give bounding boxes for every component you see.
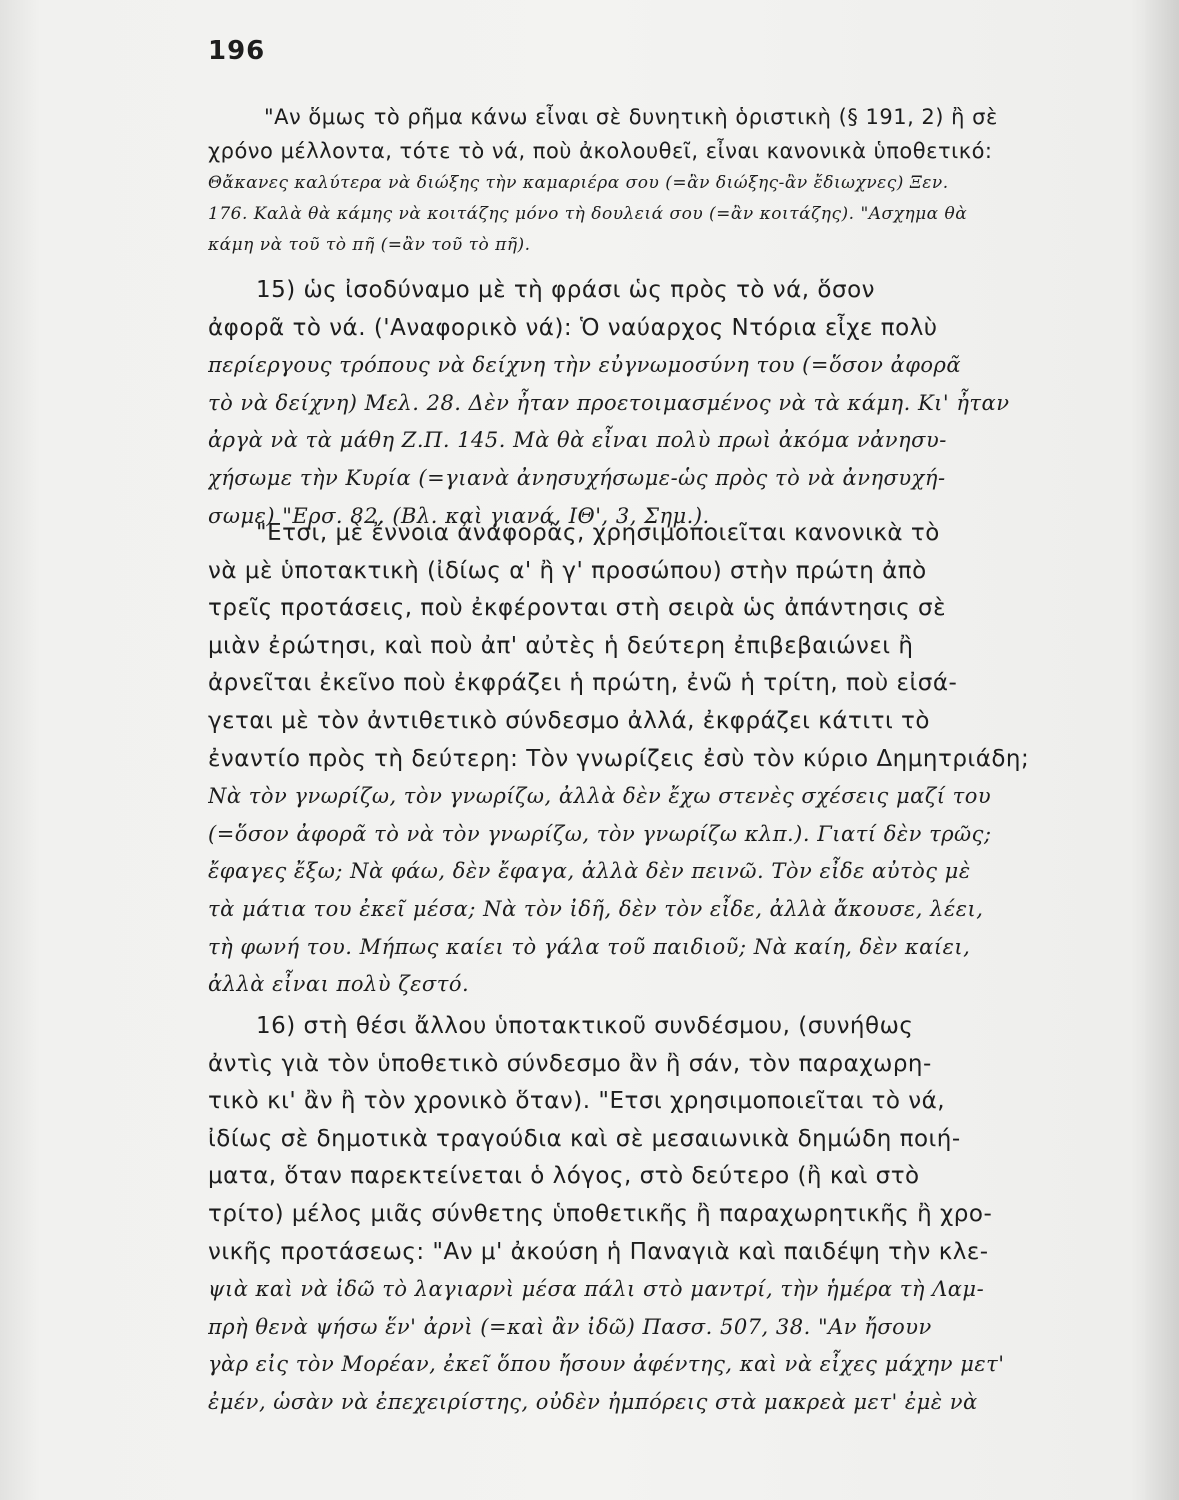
text-line: ἀλλὰ εἶναι πολὺ ζεστό. (208, 972, 470, 997)
text-line: ἐναντίο πρὸς τὴ δεύτερη: Τὸν γνωρίζεις ἐσὺ τὸν κύριο Δημητριάδη; (208, 745, 1030, 772)
text-line: ψιὰ καὶ νὰ ἰδῶ τὸ λαγιαρνὶ μέσα πάλι στὸ μαντρί, τὴν ἡμέρα τὴ Λαμ- (208, 1277, 985, 1302)
text-line: ἀρνεῖται ἐκεῖνο ποὺ ἐκφράζει ἡ πρώτη, ἐνῶ ἡ τρίτη, ποὺ εἰσά- (208, 670, 958, 697)
paragraph-3 (208, 515, 1078, 1004)
text-line: "Ετσι, μὲ ἔννοια ἀναφορᾶς, χρησιμοποιεῖται κανονικὰ τὸ (256, 520, 940, 546)
text-line: χήσωμε τὴν Κυρία (=γιανὰ ἀνησυχήσωμε-ὡς πρὸς τὸ νὰ ἀνησυχή- (208, 465, 946, 490)
text-line: γεται μὲ τὸν ἀντιθετικὸ σύνδεσμο ἀλλά, ἐκφράζει κάτιτι τὸ (208, 707, 930, 734)
text-line: τὴ φωνή του. Μήπως καίει τὸ γάλα τοῦ παιδιοῦ; Νὰ καίη, δὲν καίει, (208, 934, 971, 959)
text-line: ἰδίως σὲ δημοτικὰ τραγούδια καὶ σὲ μεσαιωνικὰ δημώδη ποιή- (208, 1125, 961, 1152)
text-line: ἀργὰ νὰ τὰ μάθη Ζ.Π. 145. Μὰ θὰ εἶναι πολὺ πρωὶ ἀκόμα νἀνησυ- (208, 428, 947, 453)
text-line: 15) ὡς ἰσοδύναμο μὲ τὴ φράσι ὡς πρὸς τὸ νά, ὅσον (256, 277, 876, 303)
text-line: νικῆς προτάσεως: "Αν μ' ἀκούση ἡ Παναγιὰ καὶ παιδέψη τὴν κλε- (208, 1238, 989, 1265)
text-line: κάμη νὰ τοῦ τὸ πῆ (=ἂν τοῦ τὸ πῆ). (208, 235, 531, 255)
text-line: Νὰ τὸν γνωρίζω, τὸν γνωρίζω, ἀλλὰ δὲν ἔχω στενὲς σχέσεις μαζί του (208, 784, 992, 809)
paragraph-4 (208, 1008, 1078, 1422)
text-line: τὰ μάτια του ἐκεῖ μέσα; Νὰ τὸν ἰδῆ, δὲν τὸν εἶδε, ἀλλὰ ἄκουσε, λέει, (208, 896, 984, 921)
page-number: 196 (208, 36, 266, 66)
text-line: ἐμέν, ὡσὰν νὰ ἐπεχειρίστης, οὐδὲν ἠμπόρεις στὰ μακρεὰ μετ' ἐμὲ νὰ (208, 1389, 978, 1414)
text-line: ἀφορᾶ τὸ νά. ('Αναφορικὸ νά): Ὁ ναύαρχος Ντόρια εἶχε πολὺ (208, 314, 938, 341)
text-line: ματα, ὅταν παρεκτείνεται ὁ λόγος, στὸ δεύτερο (ἢ καὶ στὸ (208, 1163, 920, 1190)
paragraph-2 (208, 272, 1078, 535)
text-line: Θἄκανες καλύτερα νὰ διώξης τὴν καμαριέρα σου (=ἂν διώξης-ἂν ἔδιωχνες) Ξεν. (208, 173, 949, 193)
text-line: (=ὅσον ἀφορᾶ τὸ νὰ τὸν γνωρίζω, τὸν γνωρίζω κλπ.). Γιατί δὲν τρῶς; (208, 821, 992, 846)
text-line: πρὴ θενὰ ψήσω ἕν' ἀρνὶ (=καὶ ἂν ἰδῶ) Πασσ. 507, 38. "Αν ἤσουν (208, 1314, 932, 1339)
text-line: τρεῖς προτάσεις, ποὺ ἐκφέρονται στὴ σειρὰ ὡς ἀπάντησις σὲ (208, 595, 947, 622)
text-line: μιὰν ἐρώτησι, καὶ ποὺ ἀπ' αὐτὲς ἡ δεύτερη ἐπιβεβαιώνει ἢ (208, 632, 914, 659)
paragraph-1 (208, 100, 1078, 261)
text-line: τικὸ κι' ἂν ἢ τὸν χρονικὸ ὅταν). "Ετσι χρησιμοποιεῖται τὸ νά, (208, 1088, 946, 1115)
text-line: χρόνο μέλλοντα, τότε τὸ νά, ποὺ ἀκολουθεῖ, εἶναι κανονικὰ ὑποθετικό: (208, 139, 993, 163)
text-line: νὰ μὲ ὑποτακτικὴ (ἰδίως α' ἢ γ' προσώπου) στὴν πρώτη ἀπὸ (208, 557, 927, 584)
text-line: τρίτο) μέλος μιᾶς σύνθετης ὑποθετικῆς ἢ παραχωρητικῆς ἢ χρο- (208, 1200, 993, 1227)
text-line: ἔφαγες ἔξω; Νὰ φάω, δὲν ἔφαγα, ἀλλὰ δὲν πεινῶ. Τὸν εἶδε αὐτὸς μὲ (208, 859, 971, 884)
text-line: σωμε) "Ερσ. 82. (Βλ. καὶ γιανά, ΙΘ', 3, Σημ.). (208, 503, 710, 528)
text-line: τὸ νὰ δείχνη) Μελ. 28. Δὲν ἦταν προετοιμασμένος νὰ τὰ κάμη. Κι' ἦταν (208, 390, 1010, 415)
text-line: περίεργους τρόπους νὰ δείχνη τὴν εὐγνωμοσύνη του (=ὅσον ἀφορᾶ (208, 353, 962, 378)
text-line: 176. Καλὰ θὰ κάμης νὰ κοιτάζης μόνο τὴ δουλειά σου (=ἂν κοιτάζης). "Ασχημα θὰ (208, 204, 968, 224)
text-line: 16) στὴ θέσι ἄλλου ὑποτακτικοῦ συνδέσμου, (συνήθως (256, 1013, 914, 1039)
text-line: γὰρ εἰς τὸν Μορέαν, ἐκεῖ ὅπου ἤσουν ἀφέντης, καὶ νὰ εἶχες μάχην μετ' (208, 1352, 1005, 1377)
text-line: "Αν ὅμως τὸ ρῆμα κάνω εἶναι σὲ δυνητικὴ ὁριστικὴ (§ 191, 2) ἢ σὲ (264, 105, 998, 129)
text-line: ἀντὶς γιὰ τὸν ὑποθετικὸ σύνδεσμο ἂν ἢ σάν, τὸν παραχωρη- (208, 1050, 932, 1077)
book-gutter-shadow (1145, 0, 1179, 1500)
